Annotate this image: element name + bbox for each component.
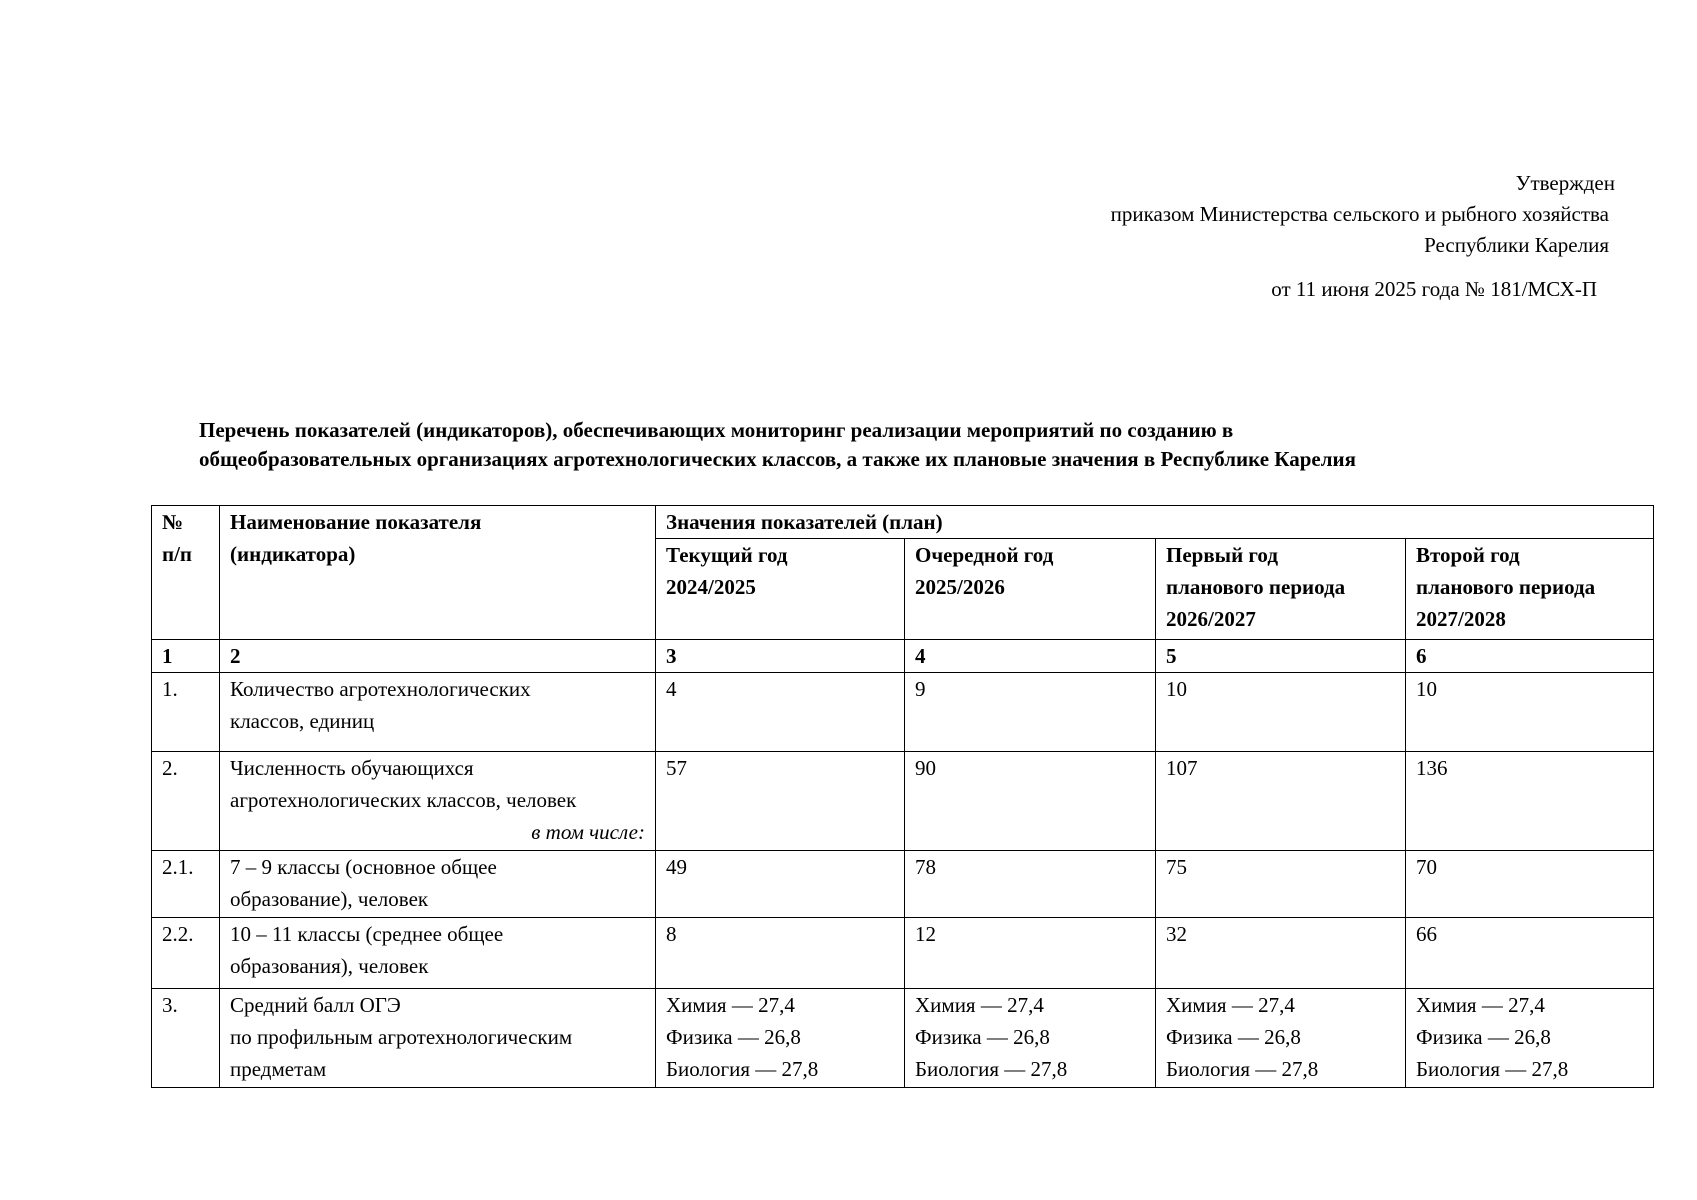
approval-line-order: приказом Министерства сельского и рыбного хозяйства [1110, 202, 1609, 226]
biology-score: Биология — 27,8 [915, 1057, 1068, 1081]
indicator-name-line: 10 – 11 классы (среднее общее [230, 922, 504, 946]
value-2024-2025: 57 [656, 752, 905, 851]
row-number: 2.2. [152, 918, 220, 989]
table-row [152, 989, 1654, 1088]
header-next-year-line2: 2025/2026 [915, 575, 1005, 599]
row-number: 2. [152, 752, 220, 851]
value-2027-2028: 70 [1406, 851, 1654, 918]
row-indicator-name [220, 673, 656, 752]
value-2026-2027: 107 [1156, 752, 1406, 851]
chemistry-score: Химия — 27,4 [1416, 993, 1545, 1017]
header-first-plan-year-line3: 2026/2027 [1166, 607, 1256, 631]
header-first-plan-year [1156, 539, 1406, 640]
table-row [152, 673, 1654, 752]
row-indicator-name [220, 989, 656, 1088]
header-current-year-line1: Текущий год [666, 543, 788, 567]
header-second-plan-year [1406, 539, 1654, 640]
physics-score: Физика — 26,8 [1416, 1025, 1551, 1049]
header-second-plan-year-line3: 2027/2028 [1416, 607, 1506, 631]
header-first-plan-year-line2: планового периода [1166, 575, 1346, 599]
column-number: 4 [905, 640, 1156, 673]
chemistry-score: Химия — 27,4 [1166, 993, 1295, 1017]
indicator-name-line: образования), человек [230, 954, 429, 978]
approval-stamp [900, 168, 1615, 305]
value-2024-2025: 49 [656, 851, 905, 918]
value-2026-2027 [1156, 989, 1406, 1088]
header-next-year [905, 539, 1156, 640]
document-title-line2: общеобразовательных организациях агротехнологических классов, а также их плановые значения в Республике Карелия [199, 447, 1356, 471]
header-first-plan-year-line1: Первый год [1166, 543, 1278, 567]
biology-score: Биология — 27,8 [1416, 1057, 1569, 1081]
header-number-line1: № [162, 510, 184, 534]
column-number: 2 [220, 640, 656, 673]
physics-score: Физика — 26,8 [1166, 1025, 1301, 1049]
value-2027-2028: 66 [1406, 918, 1654, 989]
value-2025-2026: 9 [905, 673, 1156, 752]
header-second-plan-year-line2: планового периода [1416, 575, 1596, 599]
header-second-plan-year-line1: Второй год [1416, 543, 1520, 567]
column-number: 6 [1406, 640, 1654, 673]
header-number-line2: п/п [162, 542, 193, 566]
indicators-table [151, 505, 1654, 1088]
table-row [152, 918, 1654, 989]
physics-score: Физика — 26,8 [666, 1025, 801, 1049]
chemistry-score: Химия — 27,4 [915, 993, 1044, 1017]
value-2025-2026 [905, 989, 1156, 1088]
approval-line-date-number: от 11 июня 2025 года № 181/МСХ-П [1271, 277, 1597, 301]
value-2024-2025: 8 [656, 918, 905, 989]
indicator-name-line: классов, единиц [230, 709, 375, 733]
value-2026-2027: 10 [1156, 673, 1406, 752]
indicator-name-line: Количество агротехнологических [230, 677, 531, 701]
row-indicator-name [220, 851, 656, 918]
including-note: в том числе: [531, 820, 645, 844]
physics-score: Физика — 26,8 [915, 1025, 1050, 1049]
indicator-name-line: по профильным агротехнологическим [230, 1025, 573, 1049]
row-indicator-name [220, 918, 656, 989]
value-2025-2026: 12 [905, 918, 1156, 989]
column-numbers-row [152, 640, 1654, 673]
header-name-line1: Наименование показателя [230, 510, 482, 534]
approval-line-republic: Республики Карелия [1424, 233, 1609, 257]
header-current-year [656, 539, 905, 640]
row-number: 1. [152, 673, 220, 752]
value-2027-2028: 10 [1406, 673, 1654, 752]
biology-score: Биология — 27,8 [666, 1057, 819, 1081]
value-2027-2028 [1406, 989, 1654, 1088]
document-title [199, 416, 1599, 474]
document-title-line1: Перечень показателей (индикаторов), обеспечивающих мониторинг реализации мероприятий по созданию в [199, 418, 1234, 442]
indicator-name-line: Численность обучающихся [230, 756, 474, 780]
column-number: 5 [1156, 640, 1406, 673]
indicator-name-line: агротехнологических классов, человек [230, 788, 577, 812]
row-indicator-name [220, 752, 656, 851]
value-2025-2026: 90 [905, 752, 1156, 851]
header-next-year-line1: Очередной год [915, 543, 1054, 567]
value-2024-2025 [656, 989, 905, 1088]
biology-score: Биология — 27,8 [1166, 1057, 1319, 1081]
header-row-group [152, 506, 1654, 539]
indicator-name-line: образование), человек [230, 887, 429, 911]
table-row [152, 851, 1654, 918]
row-number: 2.1. [152, 851, 220, 918]
value-2024-2025: 4 [656, 673, 905, 752]
header-name-cell [220, 506, 656, 640]
indicator-name-line: Средний балл ОГЭ [230, 993, 401, 1017]
header-group-cell: Значения показателей (план) [656, 506, 1654, 539]
indicator-name-line: предметам [230, 1057, 327, 1081]
row-number: 3. [152, 989, 220, 1088]
value-2025-2026: 78 [905, 851, 1156, 918]
column-number: 3 [656, 640, 905, 673]
header-current-year-line2: 2024/2025 [666, 575, 756, 599]
indicator-name-line: 7 – 9 классы (основное общее [230, 855, 497, 879]
approval-line-approved: Утвержден [1515, 171, 1615, 195]
value-2026-2027: 32 [1156, 918, 1406, 989]
chemistry-score: Химия — 27,4 [666, 993, 795, 1017]
value-2027-2028: 136 [1406, 752, 1654, 851]
table-row [152, 752, 1654, 851]
header-name-line2: (индикатора) [230, 542, 356, 566]
value-2026-2027: 75 [1156, 851, 1406, 918]
column-number: 1 [152, 640, 220, 673]
header-number-cell [152, 506, 220, 640]
